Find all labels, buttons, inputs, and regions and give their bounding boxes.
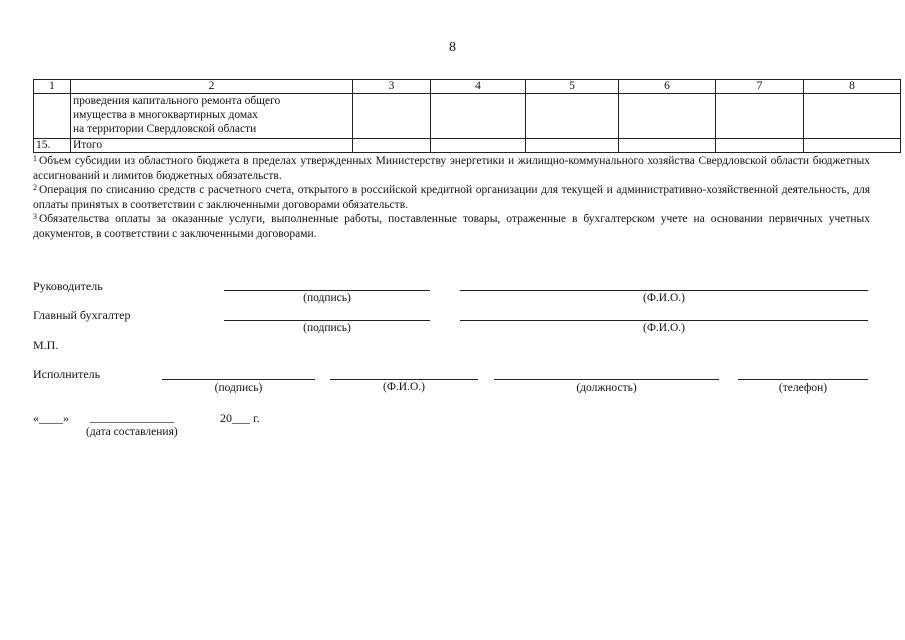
executor-phone-line bbox=[738, 379, 868, 380]
footnote-mark: 1 bbox=[33, 154, 37, 163]
table-row bbox=[34, 94, 901, 139]
executor-position-caption: (должность) bbox=[576, 382, 637, 394]
footnote-mark: 3 bbox=[33, 212, 37, 221]
footnote-text: Обязательства оплаты за оказанные услуги, выполненные работы, поставленные товары, отраженные в бухгалтерском учете на основании первичных учетных документов, в соответствии с заключенными договорами. bbox=[33, 213, 870, 240]
row-label-line: на территории Свердловской области bbox=[73, 123, 257, 135]
value-cell bbox=[804, 139, 901, 153]
row-label-line: имущества в многоквартирных домах bbox=[73, 109, 258, 121]
chief-accountant-fio-line bbox=[460, 320, 868, 321]
executor-label: Исполнитель bbox=[33, 367, 101, 381]
date-day: «____» bbox=[33, 411, 69, 425]
value-cell bbox=[353, 94, 431, 139]
value-cell bbox=[619, 139, 716, 153]
chief-accountant-signature-line bbox=[224, 320, 430, 321]
row-label-cell bbox=[71, 94, 353, 139]
head-signature-line bbox=[224, 290, 430, 291]
header-cell: 7 bbox=[716, 80, 804, 94]
value-cell bbox=[353, 139, 431, 153]
value-cell bbox=[526, 139, 619, 153]
executor-signature-caption: (подпись) bbox=[214, 382, 263, 394]
date-month-line: ______________ bbox=[90, 410, 174, 424]
executor-fio-caption: (Ф.И.О.) bbox=[383, 381, 425, 393]
value-cell bbox=[431, 139, 526, 153]
executor-position-line bbox=[494, 379, 719, 380]
report-table bbox=[33, 79, 901, 153]
row-number-cell bbox=[34, 94, 71, 139]
stamp-place-label: М.П. bbox=[33, 338, 59, 352]
value-cell bbox=[716, 94, 804, 139]
header-cell: 5 bbox=[526, 80, 619, 94]
footnote-text: Объем субсидии из областного бюджета в пределах утвержденных Министерству энергетики и жилищно-коммунального хозяйства Свердловской области бюджетных ассигнований и лимитов бюджетных обязательств. bbox=[33, 155, 870, 182]
footnote bbox=[33, 212, 870, 241]
head-label: Руководитель bbox=[33, 279, 103, 293]
row-label-line: проведения капитального ремонта общего bbox=[73, 95, 281, 107]
executor-phone-caption: (телефон) bbox=[778, 382, 828, 394]
chief-accountant-fio-caption: (Ф.И.О.) bbox=[643, 322, 685, 334]
value-cell bbox=[431, 94, 526, 139]
header-cell: 8 bbox=[804, 80, 901, 94]
chief-accountant-label: Главный бухгалтер bbox=[33, 308, 131, 322]
page-number: 8 bbox=[449, 40, 456, 55]
head-fio-caption: (Ф.И.О.) bbox=[643, 292, 685, 304]
value-cell bbox=[526, 94, 619, 139]
chief-accountant-signature-caption: (подпись) bbox=[303, 322, 351, 334]
footnote bbox=[33, 154, 870, 183]
footnote-text: Операция по списанию средств с расчетного счета, открытого в российской кредитной организации для текущей и административно-хозяйственной деятельность, для оплаты принятых в соответствии с заключенными договорами обязательств. bbox=[33, 184, 870, 211]
head-fio-line bbox=[460, 290, 868, 291]
footnotes bbox=[33, 154, 870, 241]
date-year: 20___ г. bbox=[220, 411, 260, 425]
row-number-cell: 15. bbox=[34, 139, 71, 153]
value-cell bbox=[716, 139, 804, 153]
head-signature-caption: (подпись) bbox=[303, 292, 351, 304]
value-cell bbox=[804, 94, 901, 139]
header-cell: 1 bbox=[34, 80, 71, 94]
header-cell: 2 bbox=[71, 80, 353, 94]
table-header-row bbox=[34, 80, 901, 94]
executor-fio-line bbox=[330, 379, 478, 380]
header-cell: 6 bbox=[619, 80, 716, 94]
header-cell: 3 bbox=[353, 80, 431, 94]
total-row bbox=[34, 139, 901, 153]
footnote bbox=[33, 183, 870, 212]
date-caption: (дата составления) bbox=[86, 426, 178, 438]
header-cell: 4 bbox=[431, 80, 526, 94]
executor-signature-line bbox=[162, 379, 315, 380]
footnote-mark: 2 bbox=[33, 183, 37, 192]
row-label-cell: Итого bbox=[71, 139, 353, 153]
value-cell bbox=[619, 94, 716, 139]
